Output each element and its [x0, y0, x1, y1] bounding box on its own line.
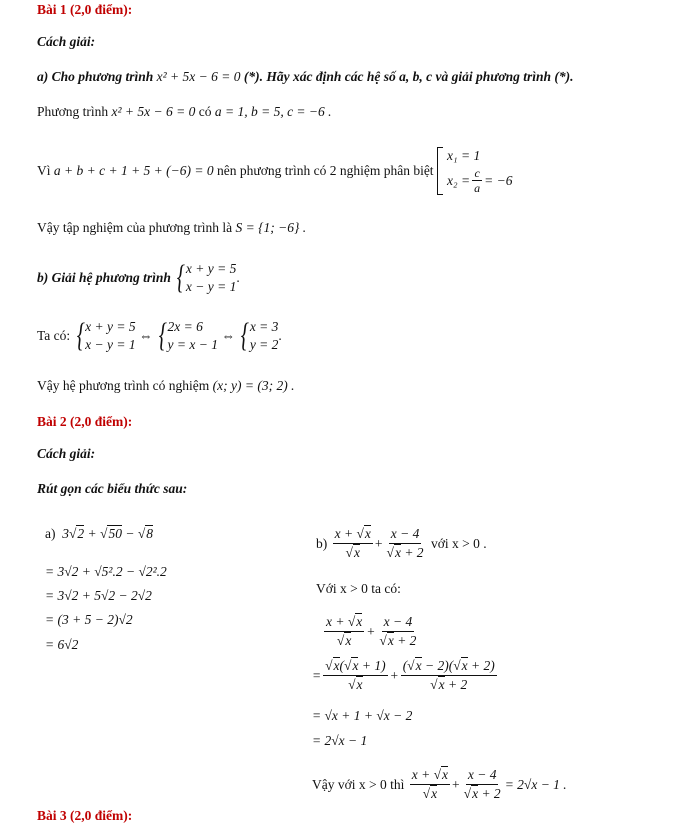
bai1-solution-steps: Ta có: { x + y = 5 x − y = 1 ⇔ { 2x = 6 y = x − 1 ⇔ { x = 3 y = 2 . — [37, 317, 282, 354]
roots: x₁ = 1 x₂ = $\frac{c}{a}$ = −6 — [446, 148, 513, 195]
bai2-method-label: Cách giải: — [37, 446, 96, 461]
bai3-heading: Bài 3 (2,0 điểm): — [37, 808, 133, 823]
bai2-b-step-2: = √x + 1 + √x − 2 — [312, 708, 413, 723]
bai1-heading: Bài 1 (2,0 điểm): — [37, 2, 133, 17]
bai2-b-step-0: $\frac{x + √x}{√x}$ + $\frac{x - 4}{√x + 2}$ — [326, 614, 417, 648]
bai2-task: Rút gọn các biểu thức sau: — [37, 481, 188, 496]
root-bracket — [437, 147, 443, 195]
bai2-part-b-expr: b) $\frac{x + √x}{√x}$ + $\frac{x - 4}{√x + 2}$ với x > 0 . — [316, 526, 487, 560]
bai2-a-line-2: = 3√2 + 5√2 − 2√2 — [45, 588, 152, 603]
bai2-a-line-3: = (3 + 5 − 2)√2 — [45, 612, 133, 627]
bai2-b-condition: Với x > 0 ta có: — [316, 581, 401, 596]
bai1-part-a-question: a) Cho phương trình x² + 5x − 6 = 0 (*). Hãy xác định các hệ số a, b, c và giải phương trình (*). — [37, 69, 574, 84]
bai1-part-b-question: b) Giải hệ phương trình { x + y = 5 x − y = 1 . — [37, 259, 240, 296]
bai2-part-a-expr: a) 3√2 + √50 − √8 — [45, 526, 153, 541]
bai2-heading: Bài 2 (2,0 điểm): — [37, 414, 133, 429]
bai2-a-line-1: = 3√2 + √5².2 − √2².2 — [45, 564, 167, 579]
bai1-coefficients: Phương trình x² + 5x − 6 = 0 có a = 1, b = 5, c = −6 . — [37, 104, 332, 119]
bai2-b-step-3: = 2√x − 1 — [312, 733, 368, 748]
bai2-a-line-4: = 6√2 — [45, 637, 79, 652]
bai2-b-conclusion: Vậy với x > 0 thì $\frac{x + √x}{√x}$ + $\frac{x - 4}{√x + 2}$ = 2√x − 1 . — [312, 767, 567, 801]
bai1-solution-set: Vậy tập nghiệm của phương trình là S = {1; −6} . — [37, 220, 307, 235]
bai2-b-step-1: = $\frac{√x(√x + 1)}{√x}$ + $\frac{(√x - 2)(√x + 2)}{√x + 2}$ — [312, 658, 495, 692]
bai1-conclusion: Vậy hệ phương trình có nghiệm (x; y) = (3; 2) . — [37, 378, 295, 393]
bai1-method-label: Cách giải: — [37, 34, 96, 49]
bai1-vieta-line: Vì a + b + c + 1 + 5 + (−6) = 0 nên phương trình có 2 nghiệm phân biệt x₁ = 1 x₂ = $\frac{c}{a}$ = −6 — [37, 148, 513, 195]
